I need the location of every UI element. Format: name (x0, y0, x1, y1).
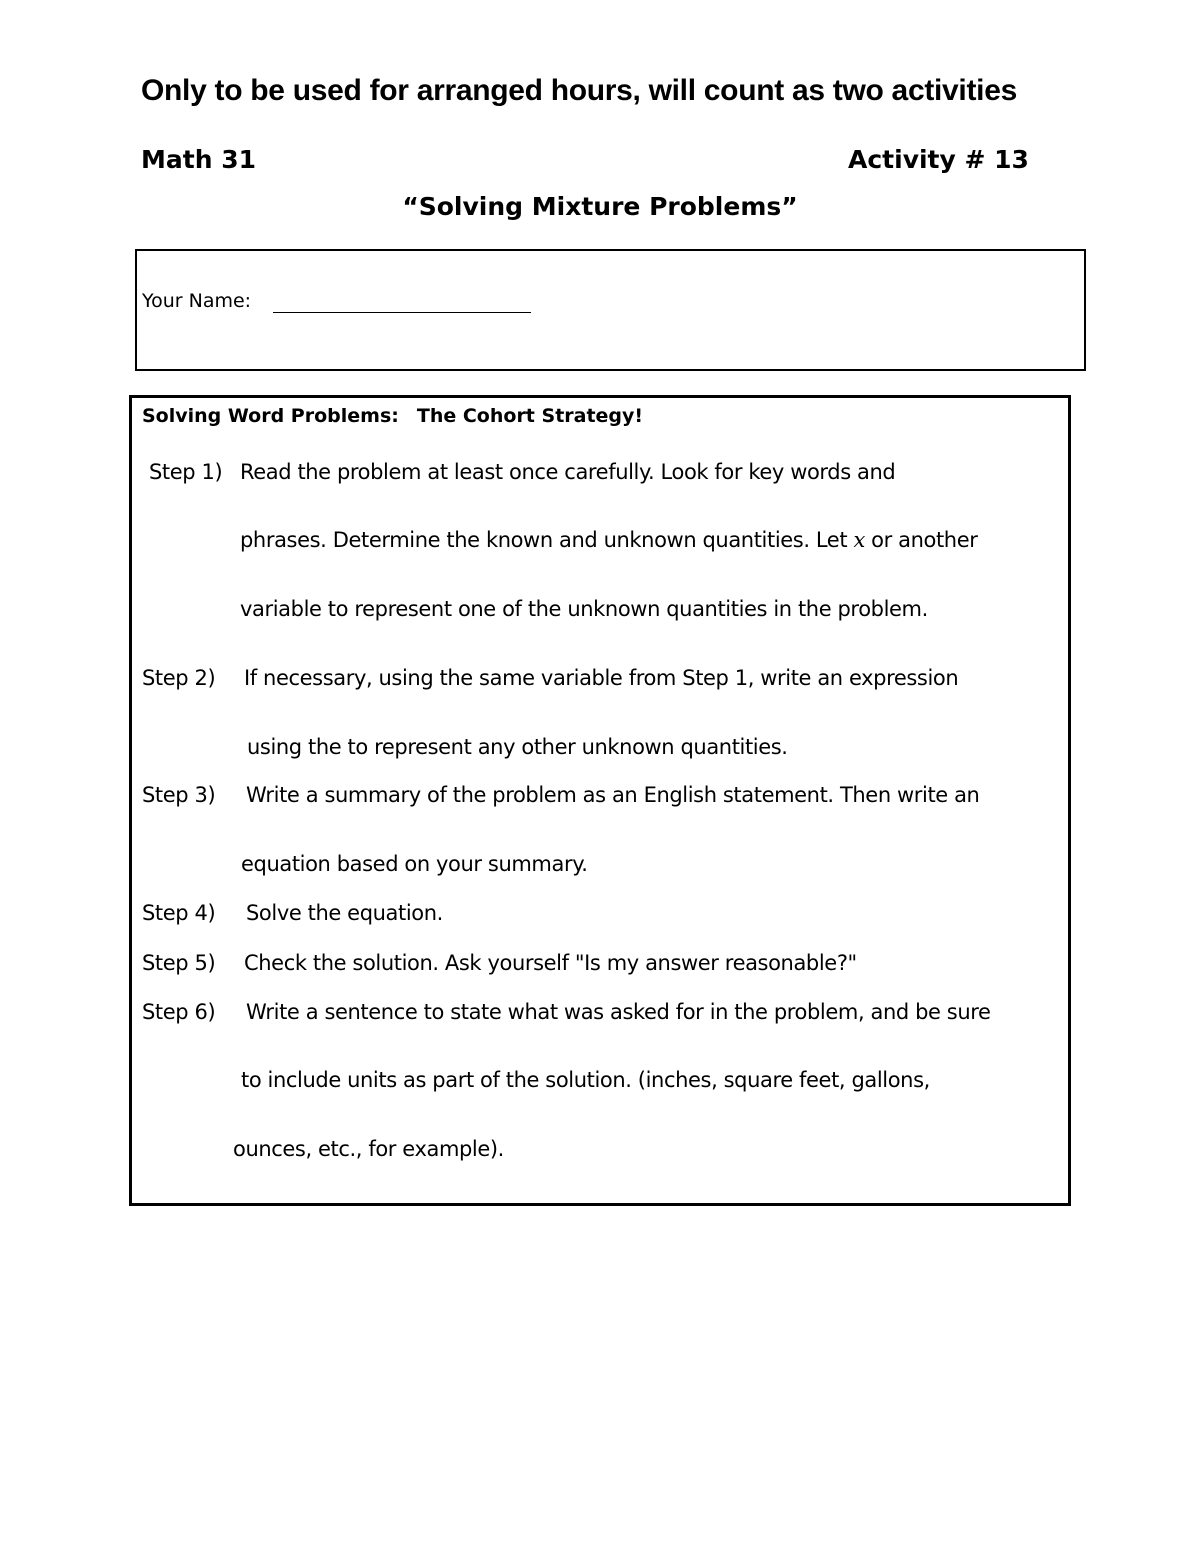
step-6-line-1: Write a sentence to state what was asked for in the problem, and be sure (246, 1000, 991, 1024)
step-5-label: Step 5) (142, 951, 216, 975)
step-5-line-1: Check the solution. Ask yourself "Is my answer reasonable?" (244, 951, 857, 975)
step-1-line-1: Read the problem at least once carefully. Look for key words and (240, 460, 896, 484)
name-box (135, 249, 1086, 371)
step-6-label: Step 6) (142, 1000, 216, 1024)
step-2-label: Step 2) (142, 666, 216, 690)
step-1-label: Step 1) (149, 460, 223, 484)
variable-x: x (853, 528, 865, 552)
step-1-line-2-text: phrases. Determine the known and unknown quantities. Let (240, 528, 848, 552)
strategy-heading-label: Solving Word Problems: (142, 405, 399, 427)
step-6-line-2: to include units as part of the solution. (inches, square feet, gallons, (241, 1068, 930, 1092)
strategy-heading (142, 405, 643, 427)
step-2-line-1: If necessary, using the same variable from Step 1, write an expression (244, 666, 959, 690)
activity-number: Activity # 13 (848, 145, 1029, 174)
step-3-line-1: Write a summary of the problem as an English statement. Then write an (246, 783, 980, 807)
top-note: Only to be used for arranged hours, will count as two activities (141, 74, 1017, 107)
step-3-line-2: equation based on your summary. (241, 852, 588, 876)
strategy-heading-emphasis: The Cohort Strategy! (416, 405, 644, 427)
name-field[interactable] (273, 312, 531, 313)
step-2-line-2: using the to represent any other unknown quantities. (247, 735, 788, 759)
step-4-line-1: Solve the equation. (246, 901, 443, 925)
step-1-line-2 (240, 528, 977, 552)
step-3-label: Step 3) (142, 783, 216, 807)
step-4-label: Step 4) (142, 901, 216, 925)
step-1-line-2-tail: or another (871, 528, 978, 552)
page-title: “Solving Mixture Problems” (402, 192, 798, 221)
step-6-line-3: ounces, etc., for example). (233, 1137, 504, 1161)
name-label: Your Name: (142, 290, 252, 312)
course-label: Math 31 (141, 145, 256, 174)
step-1-line-3: variable to represent one of the unknown quantities in the problem. (240, 597, 928, 621)
